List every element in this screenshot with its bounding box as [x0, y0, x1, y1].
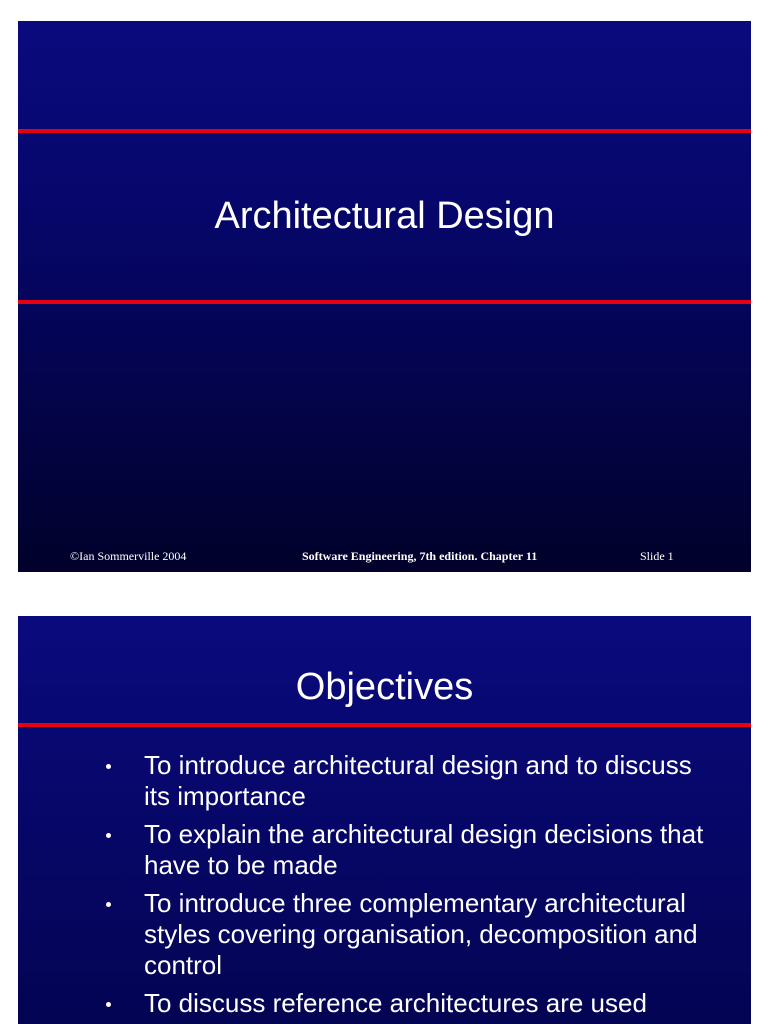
bullet-item — [144, 988, 721, 1019]
top-red-rule — [18, 129, 751, 133]
bullet-dot-icon — [106, 833, 111, 838]
bullet-dot-icon — [106, 1002, 111, 1007]
bullet-text: To explain the architectural design decisions that have to be made — [144, 819, 704, 880]
bullet-item — [144, 819, 721, 881]
bullet-text: To discuss reference architectures are used — [144, 988, 647, 1018]
bullet-dot-icon — [106, 764, 111, 769]
objectives-slide — [18, 616, 751, 1024]
footer-book-title: Software Engineering, 7th edition. Chapter 11 — [302, 549, 538, 563]
slide-title: Architectural Design — [214, 195, 555, 237]
footer-slide-number: Slide 1 — [640, 549, 674, 563]
bullet-text: To introduce three complementary architectural styles covering organisation, decomposition and control — [144, 888, 698, 980]
bullet-dot-icon — [106, 902, 111, 907]
slide-title: Objectives — [295, 666, 474, 708]
bottom-red-rule — [18, 300, 751, 304]
footer-copyright: ©Ian Sommerville 2004 — [70, 549, 187, 563]
bullet-text: To introduce architectural design and to discuss its importance — [144, 750, 692, 811]
bullet-item — [144, 750, 721, 812]
objectives-list — [18, 750, 751, 1024]
title-red-rule — [18, 723, 751, 727]
title-slide — [18, 21, 751, 572]
bullet-item — [144, 888, 721, 981]
